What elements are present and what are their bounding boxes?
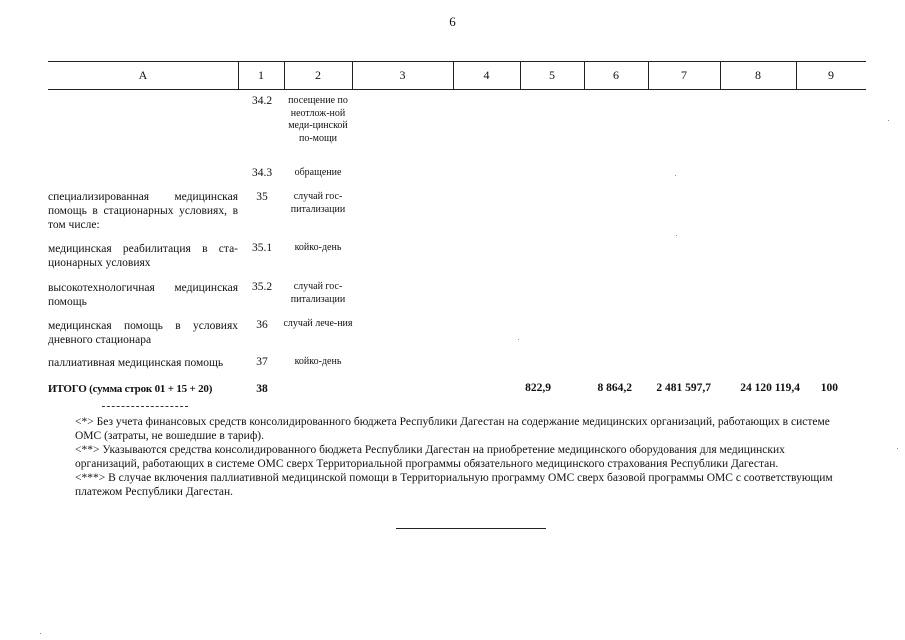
total-col-7: 2 481 597,7 (656, 382, 711, 394)
row-code: 34.2 (251, 95, 273, 107)
row-description: высокотехнологичная медицинская помощь (48, 282, 238, 308)
total-col-9: 100 (820, 382, 838, 394)
row-code: 35.2 (251, 281, 273, 293)
scan-speck (676, 235, 677, 236)
scan-speck (518, 339, 519, 340)
total-code: 38 (256, 383, 268, 395)
scan-speck (675, 175, 676, 176)
header-col-5: 5 (549, 68, 555, 82)
row-unit: койко-день (294, 356, 342, 367)
row-description: паллиативная медицинская помощь (48, 357, 224, 369)
row-description: специализированная медицинская помощь в стационарных условиях, в том числе: (48, 191, 238, 231)
row-code: 37 (256, 356, 268, 368)
footnote-2: <**> Указываются средства консолидированного бюджета Республики Дагестан на приобретение медицинского оборудования для медицинских организаций, работающих в системе ОМС сверх Территориальной программы обязательного медицинского страхования Республики Дагестан. (75, 444, 785, 470)
footnote-1: <*> Без учета финансовых средств консолидированного бюджета Республики Дагестан на содержание медицинских организаций, работающих в системе ОМС (затраты, не вошедшие в тариф). (75, 416, 830, 442)
total-col-5: 822,9 (525, 382, 551, 394)
row-unit: койко-день (294, 242, 342, 253)
total-col-8: 24 120 119,4 (740, 382, 800, 394)
row-unit: случай гос-питализации (290, 281, 346, 305)
row-description: медицинская реабилитация в ста-ционарных условиях (48, 243, 238, 269)
row-code: 35.1 (251, 242, 273, 254)
header-col-6: 6 (613, 68, 619, 82)
header-col-1: 1 (258, 68, 264, 82)
row-code: 36 (256, 319, 268, 331)
scan-speck (40, 633, 41, 634)
page-number: 6 (449, 14, 456, 29)
header-col-7: 7 (681, 68, 687, 82)
scan-speck (888, 120, 889, 121)
row-code: 35 (256, 191, 268, 203)
row-unit: случай гос-питализации (290, 191, 346, 215)
scan-speck (897, 448, 898, 449)
footnote-3: <***> В случае включения паллиативной медицинской помощи в Территориальную программу ОМС сверх базовой программы ОМС с соответствующим платежом Республики Дагестан. (75, 472, 833, 498)
footnotes (75, 415, 835, 499)
total-label: ИТОГО (сумма строк 01 + 15 + 20) (48, 383, 213, 395)
footnote-separator (102, 406, 188, 407)
row-code: 34.3 (251, 167, 273, 179)
row-unit: случай лече-ния (283, 318, 353, 329)
row-unit: обращение (294, 167, 342, 178)
header-col-3: 3 (399, 68, 406, 82)
row-description: медицинская помощь в условиях дневного стационара (48, 320, 238, 346)
header-col-8: 8 (755, 68, 761, 82)
header-col-4: 4 (483, 68, 490, 82)
table-header (48, 61, 866, 90)
bottom-rule (396, 528, 546, 529)
header-col-9: 9 (828, 68, 834, 82)
header-col-a: А (138, 68, 148, 82)
total-col-6: 8 864,2 (597, 382, 632, 394)
header-col-2: 2 (315, 68, 321, 82)
row-unit: посещение по неотлож-ной меди-цинской по-мощи (288, 95, 348, 144)
